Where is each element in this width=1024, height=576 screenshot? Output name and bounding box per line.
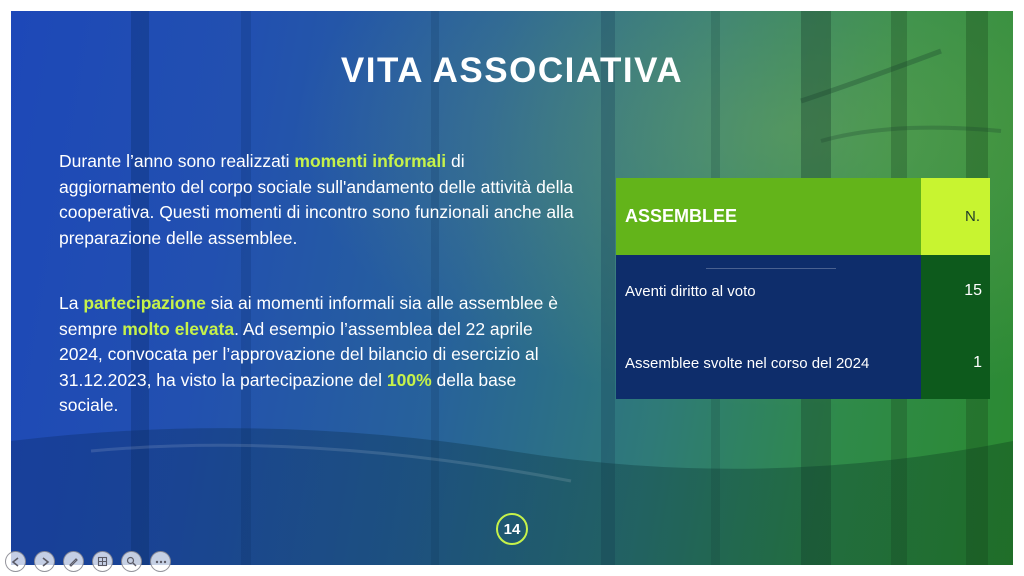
highlight-partecipazione: partecipazione [83, 293, 206, 313]
table-row-label: Aventi diritto al voto [616, 255, 921, 327]
slide [11, 11, 1013, 565]
zoom-icon[interactable] [121, 551, 142, 572]
pen-icon[interactable] [63, 551, 84, 572]
highlight-100-percent: 100% [386, 369, 432, 390]
page-number-badge: 14 [496, 513, 528, 545]
table-row-value: 15 [921, 255, 990, 327]
next-arrow-icon[interactable] [34, 551, 55, 572]
row-divider [706, 268, 836, 269]
more-icon[interactable] [150, 551, 171, 572]
table-header-num: N. [921, 178, 990, 255]
assemblee-table [616, 178, 990, 398]
participation-paragraph: La partecipazione sia ai momenti informali sia alle assemblee è sempre molto elevata. Ad esempio l’assemblea del 22 aprile 2024, convocata per l’approvazione del bilancio di esercizio al 31.12.2023, ha visto la partecipazione del 100% della base sociale. [59, 293, 558, 415]
presentation-controls [5, 551, 171, 573]
highlight-momenti-informali: momenti informali [294, 151, 447, 171]
prev-arrow-icon[interactable] [5, 551, 26, 572]
intro-paragraph: Durante l’anno sono realizzati momenti informali di aggiornamento del corpo sociale sull'andamento delle attività della cooperativa. Questi momenti di incontro sono funzionali anche alla preparazione delle assemblee. [59, 151, 574, 248]
highlight-molto-elevata: molto elevata [122, 318, 235, 339]
slide-title: VITA ASSOCIATIVA [340, 51, 684, 90]
table-row-value: 1 [921, 327, 990, 399]
table-header-label: ASSEMBLEE [616, 178, 921, 255]
slides-grid-icon[interactable] [92, 551, 113, 572]
table-row-label: Assemblee svolte nel corso del 2024 [616, 327, 921, 399]
